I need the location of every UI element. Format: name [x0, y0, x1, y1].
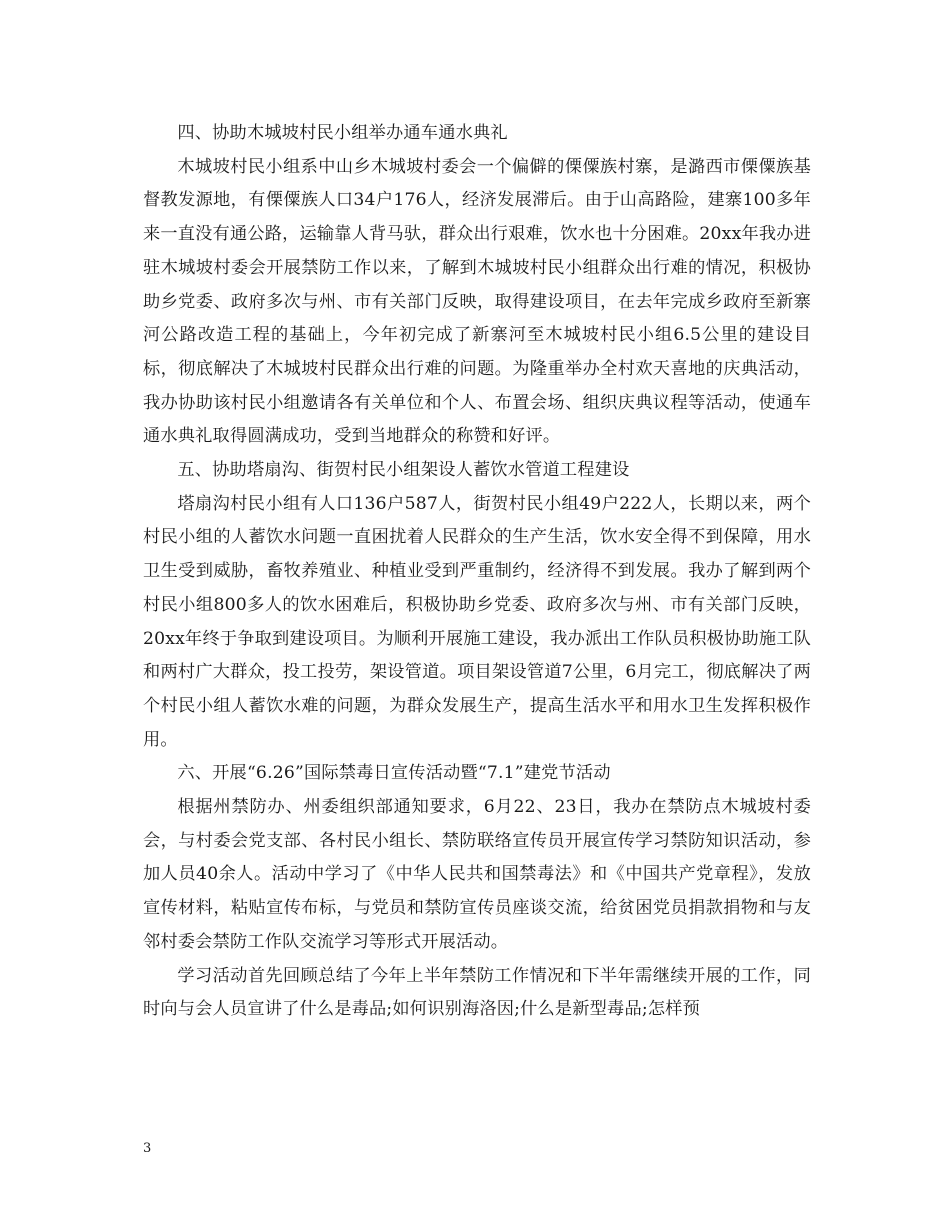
paragraph-study-activity: 学习活动首先回顾总结了今年上半年禁防工作情况和下半年需继续开展的工作，同时向与会人员宣讲了什么是毒品;如何识别海洛因;什么是新型毒品;怎样预 — [143, 965, 811, 1020]
paragraph-mucheng-village: 木城坡村民小组系中山乡木城坡村委会一个偏僻的傈僳族村寨，是潞西市傈僳族基督教发源地，有傈僳族人口34户176人，经济发展滞后。由于山高路险，建寨100多年来一直没有通公路，运输靠人背马驮，群众出行艰难，饮水也十分困难。20xx年我办进驻木城坡村委会开展禁防工作以来，了解到木城坡村民小组群众出行难的情况，积极协助乡党委、政府多次与州、市有关部门反映，取得建设项目，在去年完成乡政府至新寨河公路改造工程的基础上，今年初完成了新寨河至木城坡村民小组6.5公里的建设目标，彻底解决了木城坡村民群众出行难的问题。为隆重举办全村欢天喜地的庆典活动，我办协助该村民小组邀请各有关单位和个人、布置会场、组织庆典议程等活动，使通车通水典礼取得圆满成功，受到当地群众的称赞和好评。 — [143, 156, 812, 447]
section-heading-six: 六、开展“6.26”国际禁毒日宣传活动暨“7.1”建党节活动 — [177, 763, 611, 784]
section-heading-five: 五、协助塔扇沟、街贺村民小组架设人蓄饮水管道工程建设 — [177, 460, 630, 481]
section-heading-four: 四、协助木城坡村民小组举办通车通水典礼 — [177, 123, 508, 143]
paragraph-propaganda-activity: 根据州禁防办、州委组织部通知要求，6月22、23日，我办在禁防点木城坡村委会，与村委会党支部、各村民小组长、禁防联络宣传员开展宣传学习禁防知识活动，参加人员40余人。活动中学习了《中华人民共和国禁毒法》和《中国共产党章程》，发放宣传材料，粘贴宣传布标，与党员和禁防宣传员座谈交流，给贫困党员捐款捐物和与友邻村委会禁防工作队交流学习等形式开展活动。 — [143, 797, 811, 952]
paragraph-water-project: 塔扇沟村民小组有人口136户587人，街贺村民小组49户222人，长期以来，两个村民小组的人蓄饮水问题一直困扰着人民群众的生产生活，饮水安全得不到保障，用水卫生受到威胁，畜牧养殖业、种植业受到严重制约，经济得不到发展。我办了解到两个村民小组800多人的饮水困难后，积极协助乡党委、政府多次与州、市有关部门反映，20xx年终于争取到建设项目。为顺利开展施工建设，我办派出工作队员积极协助施工队和两村广大群众，投工投劳，架设管道。项目架设管道7公里，6月完工，彻底解决了两个村民小组人蓄饮水难的问题，为群众发展生产，提高生活水平和用水卫生发挥积极作用。 — [143, 493, 812, 750]
document-body — [143, 117, 811, 1027]
page-number: 3 — [143, 1141, 152, 1156]
